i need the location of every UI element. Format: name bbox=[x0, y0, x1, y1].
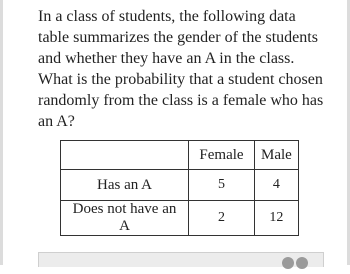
header-male: Male bbox=[255, 141, 299, 170]
row-label: Does not have an A bbox=[61, 201, 189, 236]
row-label: Has an A bbox=[61, 170, 189, 201]
cell-male: 4 bbox=[255, 170, 299, 201]
data-table bbox=[60, 140, 299, 236]
circle-control-icon[interactable] bbox=[296, 257, 308, 269]
table-corner-cell bbox=[61, 141, 189, 170]
cell-female: 5 bbox=[189, 170, 255, 201]
table-row bbox=[61, 170, 299, 201]
table-row bbox=[61, 201, 299, 236]
cell-female: 2 bbox=[189, 201, 255, 236]
circle-control-icon[interactable] bbox=[282, 257, 294, 269]
question-text: In a class of students, the following data table summarizes the gender of the students and whether they have an A in the class. What is the probability that a student chosen randomly from the class is a female who has an A? bbox=[38, 8, 324, 130]
header-female: Female bbox=[189, 141, 255, 170]
table-header-row bbox=[61, 141, 299, 170]
bottom-controls bbox=[280, 256, 310, 268]
left-frame-border bbox=[0, 0, 3, 265]
cell-male: 12 bbox=[255, 201, 299, 236]
